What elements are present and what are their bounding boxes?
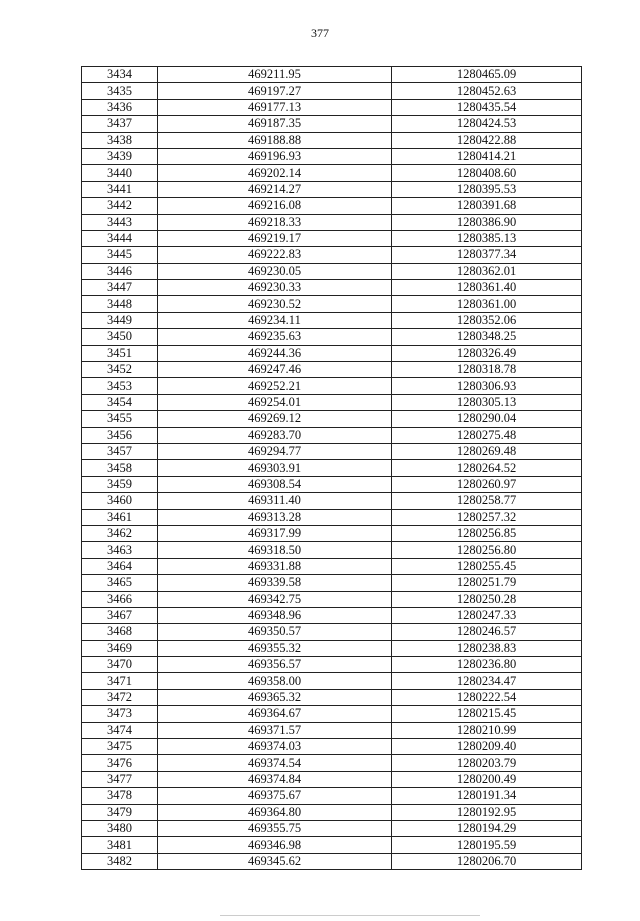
y-coordinate-cell: 1280257.32 (392, 509, 582, 525)
point-number-cell: 3475 (82, 739, 158, 755)
y-coordinate-cell: 1280238.83 (392, 640, 582, 656)
table-row (82, 689, 582, 705)
y-coordinate-cell: 1280195.59 (392, 837, 582, 853)
x-coordinate-cell: 469374.84 (158, 771, 392, 787)
point-number-cell: 3468 (82, 624, 158, 640)
x-coordinate-cell: 469230.33 (158, 280, 392, 296)
y-coordinate-cell: 1280215.45 (392, 706, 582, 722)
y-coordinate-cell: 1280251.79 (392, 575, 582, 591)
point-number-cell: 3469 (82, 640, 158, 656)
table-row (82, 247, 582, 263)
x-coordinate-cell: 469358.00 (158, 673, 392, 689)
y-coordinate-cell: 1280210.99 (392, 722, 582, 738)
x-coordinate-cell: 469234.11 (158, 312, 392, 328)
y-coordinate-cell: 1280264.52 (392, 460, 582, 476)
point-number-cell: 3463 (82, 542, 158, 558)
y-coordinate-cell: 1280377.34 (392, 247, 582, 263)
point-number-cell: 3462 (82, 525, 158, 541)
x-coordinate-cell: 469294.77 (158, 443, 392, 459)
x-coordinate-cell: 469222.83 (158, 247, 392, 263)
table-row (82, 263, 582, 279)
y-coordinate-cell: 1280391.68 (392, 198, 582, 214)
y-coordinate-cell: 1280386.90 (392, 214, 582, 230)
table-row (82, 575, 582, 591)
point-number-cell: 3452 (82, 362, 158, 378)
table-row (82, 657, 582, 673)
y-coordinate-cell: 1280275.48 (392, 427, 582, 443)
x-coordinate-cell: 469283.70 (158, 427, 392, 443)
point-number-cell: 3457 (82, 443, 158, 459)
y-coordinate-cell: 1280269.48 (392, 443, 582, 459)
point-number-cell: 3434 (82, 67, 158, 83)
y-coordinate-cell: 1280256.80 (392, 542, 582, 558)
x-coordinate-cell: 469346.98 (158, 837, 392, 853)
x-coordinate-cell: 469308.54 (158, 476, 392, 492)
table-row (82, 67, 582, 83)
y-coordinate-cell: 1280256.85 (392, 525, 582, 541)
point-number-cell: 3438 (82, 132, 158, 148)
x-coordinate-cell: 469364.80 (158, 804, 392, 820)
table-row (82, 411, 582, 427)
point-number-cell: 3460 (82, 493, 158, 509)
table-row (82, 83, 582, 99)
y-coordinate-cell: 1280236.80 (392, 657, 582, 673)
table-row (82, 837, 582, 853)
y-coordinate-cell: 1280424.53 (392, 116, 582, 132)
table-row (82, 394, 582, 410)
y-coordinate-cell: 1280200.49 (392, 771, 582, 787)
point-number-cell: 3473 (82, 706, 158, 722)
point-number-cell: 3482 (82, 853, 158, 869)
x-coordinate-cell: 469345.62 (158, 853, 392, 869)
y-coordinate-cell: 1280194.29 (392, 820, 582, 836)
y-coordinate-cell: 1280306.93 (392, 378, 582, 394)
x-coordinate-cell: 469313.28 (158, 509, 392, 525)
table-row (82, 198, 582, 214)
point-number-cell: 3476 (82, 755, 158, 771)
x-coordinate-cell: 469252.21 (158, 378, 392, 394)
table-row (82, 558, 582, 574)
x-coordinate-cell: 469331.88 (158, 558, 392, 574)
point-number-cell: 3444 (82, 230, 158, 246)
point-number-cell: 3458 (82, 460, 158, 476)
point-number-cell: 3435 (82, 83, 158, 99)
x-coordinate-cell: 469235.63 (158, 329, 392, 345)
point-number-cell: 3450 (82, 329, 158, 345)
table-row (82, 755, 582, 771)
table-row (82, 427, 582, 443)
point-number-cell: 3449 (82, 312, 158, 328)
point-number-cell: 3436 (82, 99, 158, 115)
x-coordinate-cell: 469269.12 (158, 411, 392, 427)
y-coordinate-cell: 1280414.21 (392, 148, 582, 164)
x-coordinate-cell: 469219.17 (158, 230, 392, 246)
x-coordinate-cell: 469364.67 (158, 706, 392, 722)
y-coordinate-cell: 1280361.40 (392, 280, 582, 296)
coordinates-table (81, 66, 582, 870)
x-coordinate-cell: 469356.57 (158, 657, 392, 673)
table-row (82, 820, 582, 836)
y-coordinate-cell: 1280250.28 (392, 591, 582, 607)
y-coordinate-cell: 1280209.40 (392, 739, 582, 755)
point-number-cell: 3451 (82, 345, 158, 361)
y-coordinate-cell: 1280395.53 (392, 181, 582, 197)
x-coordinate-cell: 469187.35 (158, 116, 392, 132)
x-coordinate-cell: 469355.75 (158, 820, 392, 836)
point-number-cell: 3481 (82, 837, 158, 853)
x-coordinate-cell: 469247.46 (158, 362, 392, 378)
table-row (82, 148, 582, 164)
point-number-cell: 3461 (82, 509, 158, 525)
point-number-cell: 3441 (82, 181, 158, 197)
point-number-cell: 3446 (82, 263, 158, 279)
page-number: 377 (311, 26, 329, 40)
table-row (82, 640, 582, 656)
table-row (82, 771, 582, 787)
y-coordinate-cell: 1280247.33 (392, 607, 582, 623)
point-number-cell: 3470 (82, 657, 158, 673)
table-row (82, 345, 582, 361)
y-coordinate-cell: 1280352.06 (392, 312, 582, 328)
y-coordinate-cell: 1280290.04 (392, 411, 582, 427)
point-number-cell: 3479 (82, 804, 158, 820)
x-coordinate-cell: 469244.36 (158, 345, 392, 361)
y-coordinate-cell: 1280305.13 (392, 394, 582, 410)
x-coordinate-cell: 469342.75 (158, 591, 392, 607)
table-row (82, 607, 582, 623)
table-row (82, 132, 582, 148)
x-coordinate-cell: 469177.13 (158, 99, 392, 115)
table-row (82, 378, 582, 394)
point-number-cell: 3478 (82, 788, 158, 804)
table-row (82, 214, 582, 230)
table-row (82, 165, 582, 181)
x-coordinate-cell: 469202.14 (158, 165, 392, 181)
x-coordinate-cell: 469216.08 (158, 198, 392, 214)
table-row (82, 853, 582, 869)
point-number-cell: 3448 (82, 296, 158, 312)
x-coordinate-cell: 469371.57 (158, 722, 392, 738)
x-coordinate-cell: 469355.32 (158, 640, 392, 656)
y-coordinate-cell: 1280255.45 (392, 558, 582, 574)
point-number-cell: 3477 (82, 771, 158, 787)
x-coordinate-cell: 469211.95 (158, 67, 392, 83)
point-number-cell: 3442 (82, 198, 158, 214)
y-coordinate-cell: 1280362.01 (392, 263, 582, 279)
point-number-cell: 3464 (82, 558, 158, 574)
table-row (82, 542, 582, 558)
table-row (82, 706, 582, 722)
point-number-cell: 3454 (82, 394, 158, 410)
y-coordinate-cell: 1280348.25 (392, 329, 582, 345)
table-row (82, 116, 582, 132)
y-coordinate-cell: 1280326.49 (392, 345, 582, 361)
y-coordinate-cell: 1280258.77 (392, 493, 582, 509)
y-coordinate-cell: 1280465.09 (392, 67, 582, 83)
x-coordinate-cell: 469230.05 (158, 263, 392, 279)
table-row (82, 312, 582, 328)
page-bottom-rule (220, 915, 480, 916)
point-number-cell: 3439 (82, 148, 158, 164)
point-number-cell: 3443 (82, 214, 158, 230)
table-row (82, 591, 582, 607)
point-number-cell: 3474 (82, 722, 158, 738)
x-coordinate-cell: 469188.88 (158, 132, 392, 148)
y-coordinate-cell: 1280191.34 (392, 788, 582, 804)
table-row (82, 296, 582, 312)
point-number-cell: 3480 (82, 820, 158, 836)
table-row (82, 673, 582, 689)
table-row (82, 788, 582, 804)
table-row (82, 329, 582, 345)
point-number-cell: 3453 (82, 378, 158, 394)
point-number-cell: 3466 (82, 591, 158, 607)
table-row (82, 509, 582, 525)
y-coordinate-cell: 1280260.97 (392, 476, 582, 492)
x-coordinate-cell: 469230.52 (158, 296, 392, 312)
y-coordinate-cell: 1280385.13 (392, 230, 582, 246)
y-coordinate-cell: 1280222.54 (392, 689, 582, 705)
x-coordinate-cell: 469318.50 (158, 542, 392, 558)
y-coordinate-cell: 1280361.00 (392, 296, 582, 312)
coordinates-table-body (82, 67, 582, 870)
x-coordinate-cell: 469218.33 (158, 214, 392, 230)
table-row (82, 722, 582, 738)
x-coordinate-cell: 469350.57 (158, 624, 392, 640)
x-coordinate-cell: 469197.27 (158, 83, 392, 99)
table-row (82, 280, 582, 296)
y-coordinate-cell: 1280408.60 (392, 165, 582, 181)
point-number-cell: 3467 (82, 607, 158, 623)
point-number-cell: 3456 (82, 427, 158, 443)
table-row (82, 739, 582, 755)
point-number-cell: 3459 (82, 476, 158, 492)
y-coordinate-cell: 1280192.95 (392, 804, 582, 820)
table-row (82, 493, 582, 509)
y-coordinate-cell: 1280246.57 (392, 624, 582, 640)
x-coordinate-cell: 469303.91 (158, 460, 392, 476)
y-coordinate-cell: 1280234.47 (392, 673, 582, 689)
x-coordinate-cell: 469311.40 (158, 493, 392, 509)
point-number-cell: 3440 (82, 165, 158, 181)
x-coordinate-cell: 469348.96 (158, 607, 392, 623)
x-coordinate-cell: 469339.58 (158, 575, 392, 591)
point-number-cell: 3455 (82, 411, 158, 427)
table-row (82, 443, 582, 459)
x-coordinate-cell: 469374.54 (158, 755, 392, 771)
table-row (82, 99, 582, 115)
table-row (82, 362, 582, 378)
y-coordinate-cell: 1280203.79 (392, 755, 582, 771)
table-row (82, 624, 582, 640)
x-coordinate-cell: 469375.67 (158, 788, 392, 804)
point-number-cell: 3447 (82, 280, 158, 296)
y-coordinate-cell: 1280452.63 (392, 83, 582, 99)
x-coordinate-cell: 469317.99 (158, 525, 392, 541)
y-coordinate-cell: 1280435.54 (392, 99, 582, 115)
point-number-cell: 3465 (82, 575, 158, 591)
x-coordinate-cell: 469214.27 (158, 181, 392, 197)
y-coordinate-cell: 1280206.70 (392, 853, 582, 869)
table-row (82, 525, 582, 541)
table-row (82, 181, 582, 197)
table-row (82, 460, 582, 476)
table-row (82, 230, 582, 246)
x-coordinate-cell: 469374.03 (158, 739, 392, 755)
y-coordinate-cell: 1280318.78 (392, 362, 582, 378)
point-number-cell: 3445 (82, 247, 158, 263)
point-number-cell: 3472 (82, 689, 158, 705)
point-number-cell: 3437 (82, 116, 158, 132)
table-row (82, 804, 582, 820)
x-coordinate-cell: 469365.32 (158, 689, 392, 705)
point-number-cell: 3471 (82, 673, 158, 689)
table-row (82, 476, 582, 492)
x-coordinate-cell: 469196.93 (158, 148, 392, 164)
x-coordinate-cell: 469254.01 (158, 394, 392, 410)
y-coordinate-cell: 1280422.88 (392, 132, 582, 148)
